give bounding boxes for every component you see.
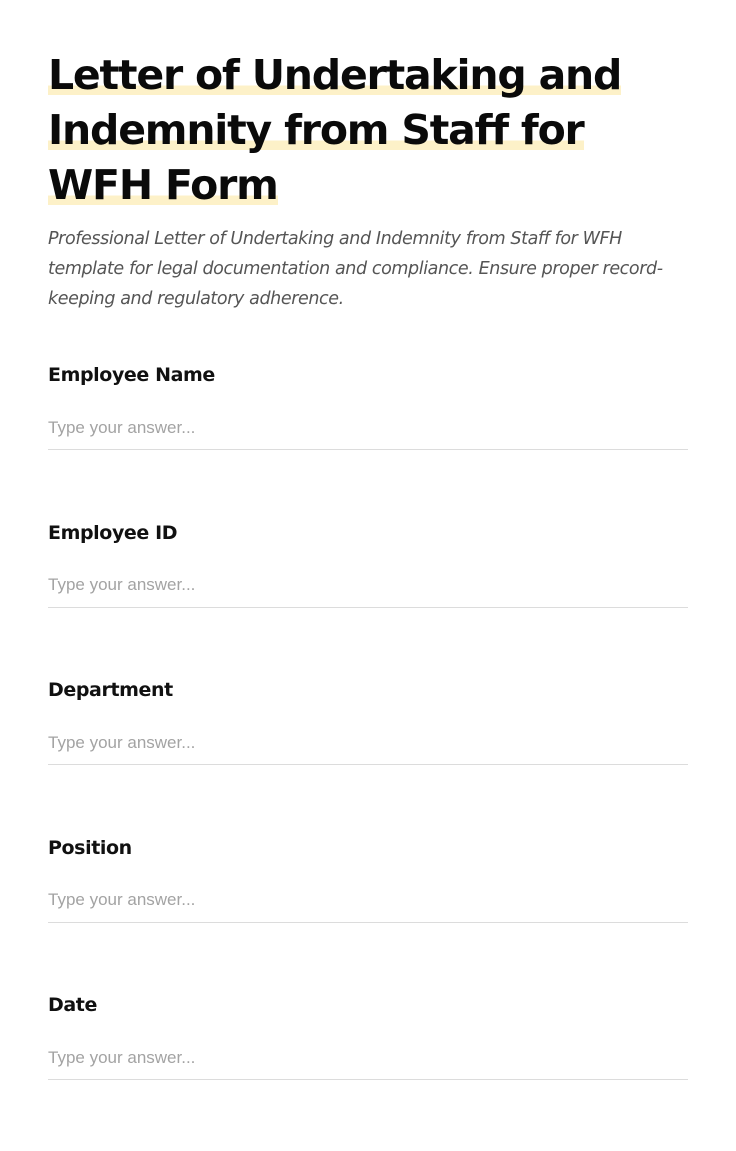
field-label: Employee ID bbox=[48, 521, 178, 544]
form-fields bbox=[48, 363, 688, 1151]
field-date bbox=[48, 993, 688, 1151]
position-input[interactable] bbox=[48, 879, 688, 923]
form-description: Professional Letter of Undertaking and Indemnity from Staff for WFH template for legal documentation and compliance. Ensure proper record-keeping and regulatory adherence. bbox=[48, 229, 663, 309]
form-title bbox=[48, 48, 668, 213]
field-label: Position bbox=[48, 836, 132, 859]
date-input[interactable] bbox=[48, 1036, 688, 1080]
field-label: Date bbox=[48, 994, 97, 1016]
form-container bbox=[48, 48, 688, 1151]
department-input[interactable] bbox=[48, 721, 688, 765]
field-department bbox=[48, 678, 688, 836]
field-label: Employee Name bbox=[48, 364, 215, 386]
employee-name-input[interactable] bbox=[48, 406, 688, 450]
employee-id-input[interactable] bbox=[48, 564, 688, 608]
field-employee-name bbox=[48, 363, 688, 521]
field-label: Department bbox=[48, 679, 173, 701]
field-position bbox=[48, 836, 688, 994]
form-title-text: Letter of Undertaking and Indemnity from Staff for WFH Form bbox=[48, 51, 622, 209]
field-employee-id bbox=[48, 521, 688, 679]
